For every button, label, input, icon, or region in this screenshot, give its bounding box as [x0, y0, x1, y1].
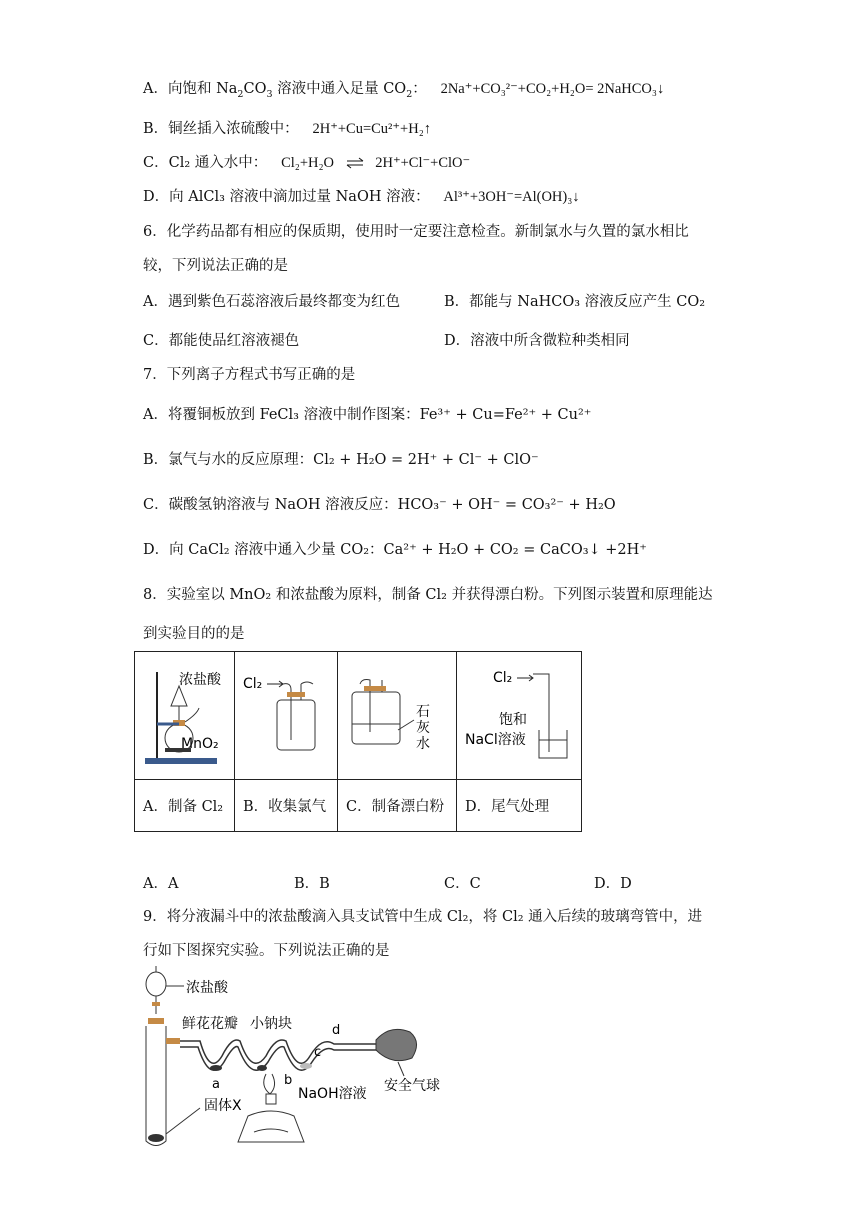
q6-option-a: A．遇到紫色石蕊溶液后最终都变为红色: [143, 294, 400, 310]
fig-c-lime-2: 灰: [416, 720, 430, 736]
q9-petals-label: 鲜花花瓣: [182, 1016, 238, 1032]
table-caption-d: D．尾气处理: [457, 780, 582, 832]
q9-solid-x-label: 固体X: [204, 1098, 242, 1114]
table-caption-a: A．制备 Cl₂: [135, 780, 235, 832]
q5-option-b: [143, 118, 431, 140]
cl2-generator-figure: [135, 652, 235, 775]
q6-option-c: C．都能使品红溶液褪色: [143, 333, 300, 349]
q6-option-d: D．溶液中所含微粒种类相同: [444, 333, 630, 349]
q5-a-text: 溶液中通入足量 CO: [277, 81, 407, 97]
q8-choice-c: C．C: [444, 876, 481, 892]
table-caption-c: C．制备漂白粉: [338, 780, 457, 832]
q7-option-b: B．氯气与水的反应原理：Cl₂ + H₂O = 2H⁺ + Cl⁻ + ClO⁻: [143, 452, 539, 468]
chlorine-exploration-apparatus: [140, 966, 470, 1146]
q5-a-label: A．向饱和 Na: [143, 81, 238, 97]
q9-stem-2: 行如下图探究实验。下列说法正确的是: [143, 943, 390, 959]
q7-stem: 7．下列离子方程式书写正确的是: [143, 367, 356, 383]
fig-c-lime-3: 水: [416, 736, 430, 752]
q8-choice-b: B．B: [294, 876, 330, 892]
gas-collection-bottle-figure: [235, 652, 338, 775]
q9-sodium-label: 小钠块: [250, 1016, 292, 1032]
q9-point-a: a: [212, 1077, 220, 1092]
q5-d-text: D．向 AlCl₃ 溶液中滴加过量 NaOH 溶液：: [143, 189, 430, 205]
table-caption-b: B．收集氯气: [235, 780, 338, 832]
q7-option-c: C．碳酸氢钠溶液与 NaOH 溶液反应：HCO₃⁻ + OH⁻ = CO₃²⁻ + H₂O: [143, 497, 616, 513]
fig-d-cl2-label: Cl₂: [493, 670, 513, 686]
tail-gas-treatment-figure: [457, 652, 582, 775]
figure-b-cell: [235, 652, 338, 780]
q7-option-d: D．向 CaCl₂ 溶液中通入少量 CO₂：Ca²⁺ + H₂O + CO₂ = CaCO₃↓ +2H⁺: [143, 542, 647, 558]
fig-c-lime-1: 石: [416, 704, 430, 720]
q8-choice-a: A．A: [143, 876, 179, 892]
q5-b-text: B．铜丝插入浓硫酸中：: [143, 121, 299, 137]
q5-b-equation: 2H⁺+Cu=Cu²⁺+H₂↑: [312, 121, 432, 137]
q5-c-equation-right: 2H⁺+Cl⁻+ClO⁻: [375, 155, 471, 171]
fig-d-sat-label: 饱和: [499, 712, 527, 728]
q8-stem-2: 到实验目的的是: [143, 626, 245, 642]
q5-a-colon: ：: [412, 81, 427, 97]
q6-stem-2: 较，下列说法正确的是: [143, 258, 288, 274]
q9-naoh-label: NaOH溶液: [298, 1086, 367, 1102]
q7-option-a: A．将覆铜板放到 FeCl₃ 溶液中制作图案：Fe³⁺ + Cu=Fe²⁺ + Cu²⁺: [143, 407, 592, 423]
figure-a-cell: [135, 652, 235, 780]
q5-c-text: C．Cl₂ 通入水中：: [143, 155, 268, 171]
q6-stem-1: 6．化学药品都有相应的保质期，使用时一定要注意检查。新制氯水与久置的氯水相比: [143, 224, 689, 240]
fig-a-mno2-label: MnO₂: [181, 736, 219, 752]
q9-conc-hcl-label: 浓盐酸: [186, 980, 228, 996]
q5-option-d: [143, 186, 580, 208]
q9-point-d: d: [332, 1023, 341, 1038]
q5-a-equation: 2Na⁺+CO₃²⁻+CO₂+H₂O= 2NaHCO₃↓: [440, 81, 665, 97]
fig-b-cl2-label: Cl₂: [243, 676, 263, 692]
q9-stem-1: 9．将分液漏斗中的浓盐酸滴入具支试管中生成 Cl₂，将 Cl₂ 通入后续的玻璃弯管中，进: [143, 909, 703, 925]
fig-a-conc-hcl-label: 浓盐酸: [179, 672, 221, 688]
bleaching-powder-figure: [338, 652, 457, 775]
q5-option-c: [143, 152, 470, 174]
q9-point-b: b: [284, 1073, 293, 1088]
figure-c-cell: [338, 652, 457, 780]
reversible-arrow-icon: [345, 156, 365, 170]
q8-stem-1: 8．实验室以 MnO₂ 和浓盐酸为原料，制备 Cl₂ 并获得漂白粉。下列图示装置和原理能达: [143, 587, 713, 603]
q5-c-equation-left: Cl₂+H₂O: [281, 155, 335, 171]
q5-option-a: A．向饱和 $Na_2CO_3$ 溶液中通入足量 $CO_2$： 2Na⁺+CO₃²⁻+CO₂+H₂O= 2NaHCO₃↓: [143, 81, 665, 100]
q6-option-b: B．都能与 NaHCO₃ 溶液反应产生 CO₂: [444, 294, 706, 310]
q9-balloon-label: 安全气球: [384, 1078, 440, 1094]
fig-d-nacl-label: NaCl溶液: [465, 732, 526, 748]
q9-point-c: c: [314, 1045, 322, 1060]
apparatus-table: [134, 651, 582, 832]
q5-d-equation: Al³⁺+3OH⁻=Al(OH)₃↓: [443, 189, 580, 205]
figure-d-cell: [457, 652, 582, 780]
q8-choice-d: D．D: [594, 876, 632, 892]
